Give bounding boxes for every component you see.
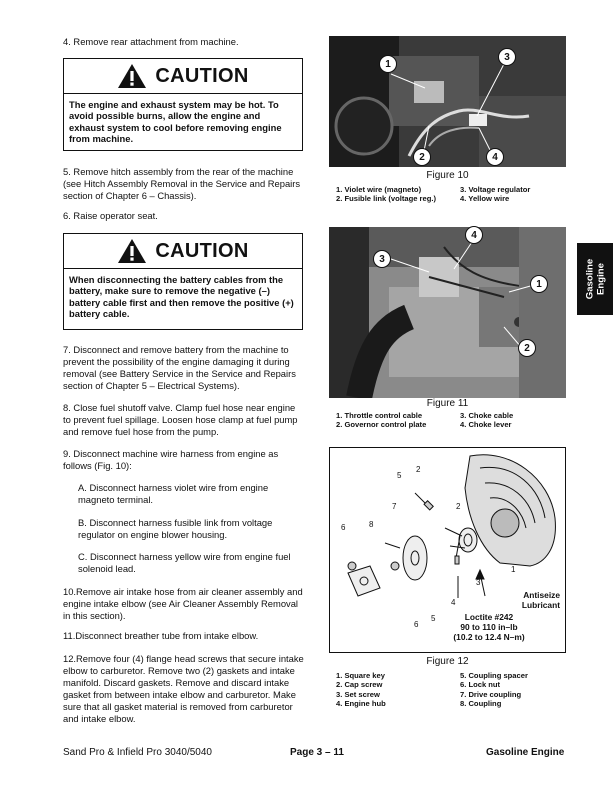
loctite-line-1: Loctite #242 (464, 612, 514, 622)
caution-text: The engine and exhaust system may be hot. To avoid possible burns, allow the engine and exhaust system to cool before removing engine from machine. (69, 99, 282, 144)
fig12-label-3: 3 (476, 578, 481, 587)
legend-item: 4. Choke lever (460, 420, 512, 430)
caution-header (64, 59, 302, 94)
figure-11-caption: Figure 11 (426, 398, 469, 409)
fig12-label-6: 6 (341, 523, 346, 532)
figure-10-photo (329, 36, 566, 167)
fig12-label-2b: 2 (456, 502, 461, 511)
figure-11-photo (329, 227, 566, 398)
legend-item: 3. Set screw (336, 689, 380, 699)
legend-item: 2. Fusible link (voltage reg.) (336, 194, 437, 204)
legend-item: 3. Voltage regulator (460, 185, 531, 194)
step-9c: C. Disconnect harness yellow wire from engine fuel solenoid lead. (78, 551, 291, 574)
loctite-line-3: (10.2 to 12.4 N–m) (453, 632, 525, 642)
figure-12-legend-left (336, 671, 386, 709)
legend-item: 3. Choke cable (460, 411, 514, 420)
step-5: 5. Remove hitch assembly from the rear of the machine (see Hitch Assembly Removal in the Service and Repairs section of Chapter 6 – Chassis). (63, 166, 301, 201)
figure-12-caption: Figure 12 (426, 656, 469, 667)
step-8: 8. Close fuel shutoff valve. Clamp fuel hose near engine to prevent fuel spillage. Loosen hose clamp at fuel pump and remove fuel hose from the pump. (63, 402, 298, 437)
loctite-note (430, 612, 548, 642)
fig12-label-8: 8 (369, 520, 374, 529)
figure-11-legend-left (336, 411, 426, 430)
antiseize-note: Antiseize Lubricant (521, 590, 560, 610)
engine-wiring-photo-illustration (329, 36, 566, 167)
figure-12-legend-right (460, 671, 528, 709)
tab-line-2: Engine (595, 263, 606, 295)
legend-item: 1. Square key (336, 671, 385, 680)
caution-title: CAUTION (155, 239, 249, 262)
fig10-callout-4: 4 (486, 148, 504, 166)
step-10: 10.Remove air intake hose from air cleaner assembly and engine intake elbow (see Air Cleaner Assembly Removal in this section). (63, 586, 303, 621)
caution-box-battery (63, 233, 303, 330)
fig12-label-1: 1 (511, 565, 516, 574)
step-12: 12.Remove four (4) flange head screws that secure intake elbow to carburetor. Remove two (2) gaskets and intake manifold. Discard gaskets. Remove and discard intake gasket from between intake elbow and carburetor. Make sure that all gasket material is removed from carburetor and intake elbow. (63, 653, 304, 724)
fig11-callout-3: 3 (373, 250, 391, 268)
figure-10-caption: Figure 10 (426, 170, 469, 181)
figure-10-legend-right (460, 185, 530, 204)
fig10-callout-3: 3 (498, 48, 516, 66)
fig12-label-4: 4 (451, 598, 456, 607)
legend-item: 5. Coupling spacer (460, 671, 528, 680)
throttle-linkage-photo-illustration (329, 227, 566, 398)
fig11-callout-2: 2 (518, 339, 536, 357)
fig10-callout-2: 2 (413, 148, 431, 166)
legend-item: 1. Violet wire (magneto) (336, 185, 422, 194)
fig12-label-6b: 6 (414, 620, 419, 629)
step-11: 11.Disconnect breather tube from intake elbow. (63, 630, 259, 641)
section-tab-label (584, 259, 606, 300)
fig11-callout-4: 4 (465, 226, 483, 244)
legend-item: 7. Drive coupling (460, 689, 522, 699)
fig10-callout-1: 1 (379, 55, 397, 73)
step-9b: B. Disconnect harness fusible link from voltage regulator on engine blower housing. (78, 517, 273, 540)
step-6: 6. Raise operator seat. (63, 210, 158, 221)
legend-item: 4. Yellow wire (460, 194, 510, 204)
loctite-line-2: 90 to 110 in–lb (460, 622, 518, 632)
caution-header (64, 234, 302, 269)
fig12-label-7: 7 (392, 502, 397, 511)
tab-line-1: Gasoline (584, 258, 595, 300)
caution-title: CAUTION (155, 64, 249, 87)
footer-manual-title: Sand Pro & Infield Pro 3040/5040 (63, 747, 212, 758)
caution-text: When disconnecting the battery cables from the battery, make sure to remove the negative (–) battery cable first and then remove the positive (+) battery cable. (69, 274, 294, 319)
caution-box-hot-engine (63, 58, 303, 151)
fig12-label-5b: 5 (431, 614, 436, 623)
legend-item: 8. Coupling (460, 699, 502, 709)
legend-item: 2. Cap screw (336, 680, 383, 690)
legend-item: 2. Governor control plate (336, 420, 427, 430)
fig12-label-5: 5 (397, 471, 402, 480)
legend-item: 1. Throttle control cable (336, 411, 423, 420)
legend-item: 4. Engine hub (336, 699, 386, 709)
step-4: 4. Remove rear attachment from machine. (63, 36, 239, 47)
warning-triangle-icon (117, 238, 147, 264)
step-9: 9. Disconnect machine wire harness from engine as follows (Fig. 10): (63, 448, 279, 471)
step-9a: A. Disconnect harness violet wire from engine magneto terminal. (78, 482, 269, 505)
figure-11-legend-right (460, 411, 513, 430)
step-7: 7. Disconnect and remove battery from the machine to prevent the possibility of the engine damaging it during removal (see Battery Service in the Service and Repairs section of Chapter 5 – Electrical Systems). (63, 344, 296, 391)
fig12-label-2: 2 (416, 465, 421, 474)
footer-section-name: Gasoline Engine (486, 747, 565, 758)
legend-item: 6. Lock nut (460, 680, 501, 690)
warning-triangle-icon (117, 63, 147, 89)
fig11-callout-1: 1 (530, 275, 548, 293)
section-tab (577, 243, 613, 315)
figure-10-legend-left (336, 185, 436, 204)
footer-page-number: Page 3 – 11 (290, 747, 344, 758)
